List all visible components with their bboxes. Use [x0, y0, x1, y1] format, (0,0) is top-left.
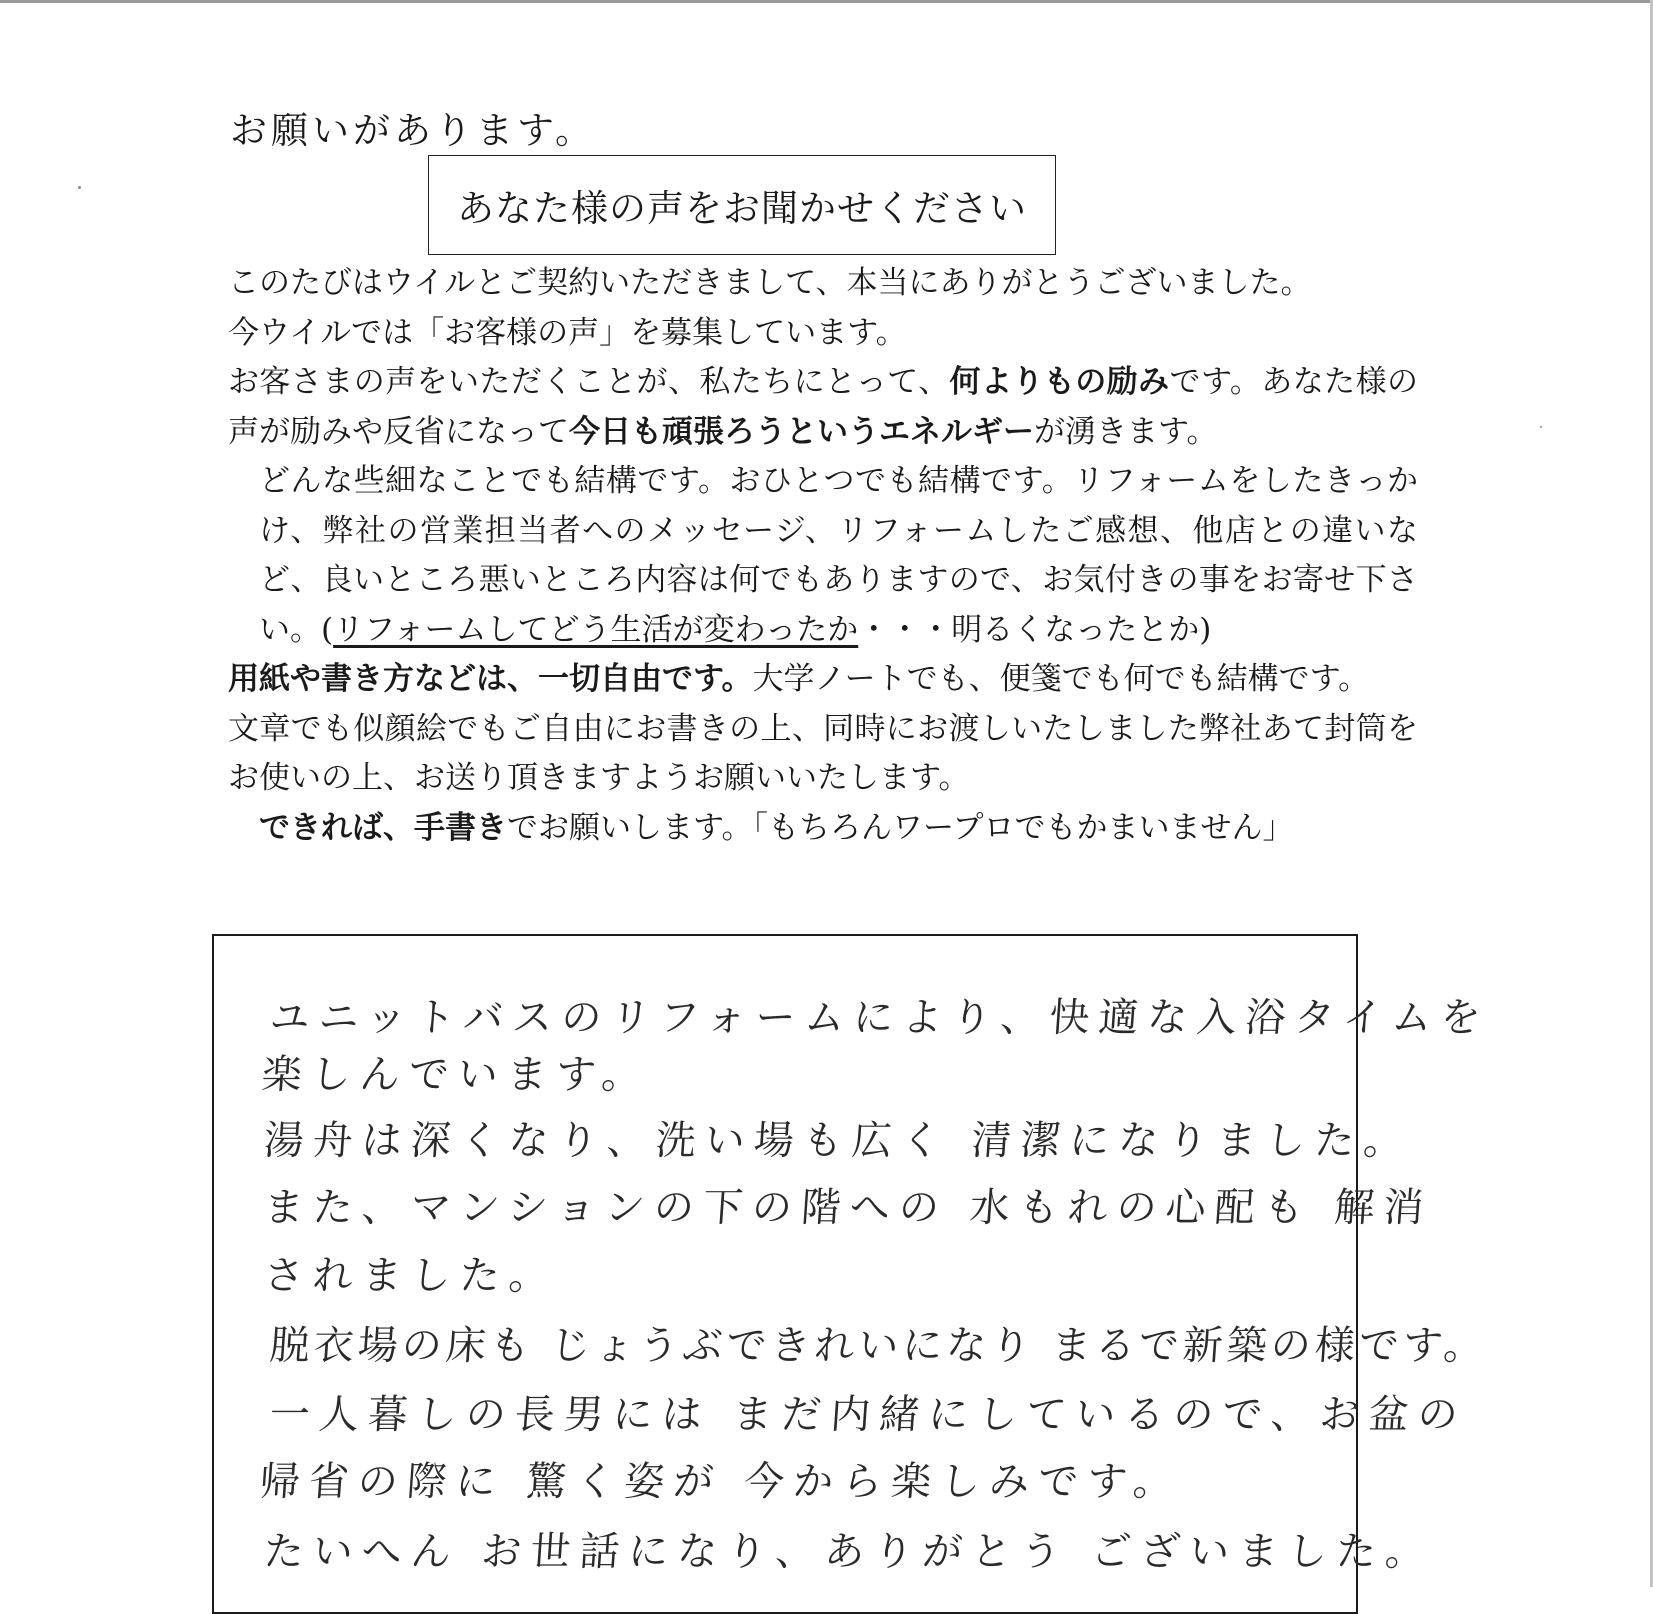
format-text: 大学ノートでも、便箋でも何でも結構です。 [752, 661, 1370, 697]
handwritten-line: 一人暮しの長男には まだ内緒にしているので、お盆の [268, 1392, 1469, 1438]
customer-answer-box [212, 934, 1492, 1614]
scan-speck [78, 186, 81, 189]
handwrite-paragraph [228, 804, 1418, 854]
handwritten-line: たいへん お世話になり、ありがとう ございました。 [262, 1529, 1436, 1575]
encourage-emphasis: 何よりもの励み [949, 364, 1170, 400]
page-heading: お願いがあります。 [230, 109, 597, 152]
encourage-text: が湧きます。 [1034, 413, 1218, 450]
encourage-emphasis: 今日も頑張ろうというエネルギー [569, 413, 1034, 450]
handwrite-text: でお願いします。「もちろんワープロでもかまいません」 [507, 809, 1294, 846]
scan-speck [1540, 426, 1542, 428]
encourage-paragraph [228, 358, 1418, 457]
details-underlined: リフォームしてどう生活が変わったか [333, 611, 859, 648]
title-text: あなた様の声をお聞かせください [457, 187, 1027, 230]
handwritten-line: 脱衣場の床も じょうぶできれいになり まるで新築の様です。 [268, 1323, 1490, 1369]
title-box [428, 155, 1056, 255]
handwritten-line: ユニットバスのリフォームにより、快適な入浴タイムを [268, 995, 1492, 1041]
details-text: ・・・明るくなったとか) [858, 611, 1212, 648]
handwritten-line: されました。 [262, 1253, 560, 1299]
scan-top-edge [0, 0, 1653, 3]
handwrite-emphasis: できれば、手書き [259, 809, 507, 846]
recruiting-paragraph: 今ウイルでは「お客様の声」を募集しています。 [228, 314, 907, 351]
encourage-text: です。あなた様の声が励みや反省になって [228, 364, 1419, 450]
format-paragraph [228, 655, 1418, 705]
sending-paragraph: 文章でも似顔絵でもご自由にお書きの上、同時にお渡しいたしました弊社あて封筒をお使いの上、お送り頂きますようお願いいたします。 [228, 710, 1418, 796]
handwritten-line: また、マンションの下の階への 水もれの心配も 解消 [262, 1185, 1435, 1231]
handwritten-line: 帰省の際に 驚く姿が 今から楽しみです。 [258, 1459, 1184, 1505]
thanks-paragraph: このたびはウイルとご契約いただきまして、本当にありがとうございました。 [228, 265, 1312, 301]
format-emphasis: 用紙や書き方などは、一切自由です。 [228, 661, 753, 697]
details-paragraph [228, 457, 1418, 655]
encourage-text: お客さまの声をいただくことが、私たちにとって、 [228, 364, 950, 400]
request-body [228, 259, 1418, 853]
handwritten-line: 湯舟は深くなり、洗い場も広く 清潔になりました。 [262, 1118, 1415, 1164]
details-text: どんな些細なことでも結構です。おひとつでも結構です。リフォームをしたきっかけ、弊社の営業担当者へのメッセージ、リフォームしたご感想、他店との違いなど、良いところ悪いところ内容は何でもありますので、お気付きの事をお寄せ下さい。( [259, 463, 1418, 648]
handwritten-line: 楽しんでいます。 [260, 1052, 653, 1098]
